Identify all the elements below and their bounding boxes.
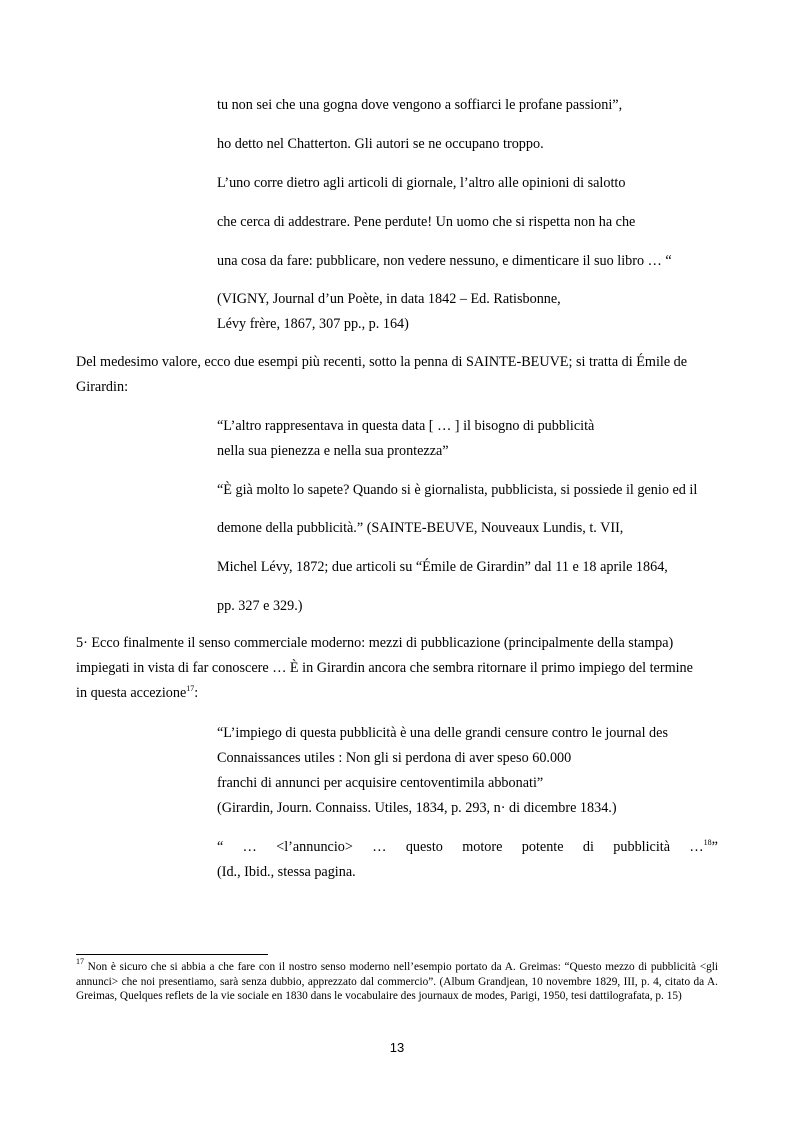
- para2-line2: impiegati in vista di far conoscere … È in Girardin ancora che sembra ritornare il primo impiego del termine: [76, 660, 693, 676]
- q3-w5: motore: [462, 839, 503, 855]
- q3-w1: …: [242, 839, 257, 855]
- para1-line1: Del medesimo valore, ecco due esempi più recenti, sotto la penna di SAINTE-BEUVE; si tratta di Émile de: [76, 354, 688, 370]
- quote1-line5: una cosa da fare: pubblicare, non vedere nessuno, e dimenticare il suo libro … “: [217, 253, 672, 269]
- quote3-line6: (Id., Ibid., stessa pagina.: [217, 864, 356, 880]
- quote2-line6: pp. 327 e 329.): [217, 598, 303, 614]
- quote1-source2: Lévy frère, 1867, 307 pp., p. 164): [217, 316, 409, 332]
- quote3-line1: “L’impiego di questa pubblicità è una delle grandi censure contro le journal des: [217, 725, 668, 741]
- quote3-line3: franchi di annunci per acquisire centoventimila abbonati”: [217, 775, 544, 791]
- q3-w2: <l’annuncio>: [276, 839, 353, 855]
- q3-w9: …: [689, 839, 704, 855]
- page-number: 13: [389, 1040, 405, 1055]
- q3-close: ”: [711, 839, 718, 855]
- quote2-line5: Michel Lévy, 1872; due articoli su “Émile de Girardin” dal 11 e 18 aprile 1864,: [217, 559, 668, 575]
- footnote-ref-17[interactable]: 17: [186, 684, 195, 693]
- quote1-line1: tu non sei che una gogna dove vengono a soffiarci le profane passioni”,: [217, 97, 623, 113]
- quote1-line2: ho detto nel Chatterton. Gli autori se ne occupano troppo.: [217, 136, 544, 152]
- q3-w9-with-ref: [689, 838, 718, 856]
- footnote-rule: [76, 954, 268, 955]
- q3-w6: potente: [521, 839, 564, 855]
- q3-w4: questo: [405, 839, 443, 855]
- quote2-line1: “L’altro rappresentava in questa data [ … ] il bisogno di pubblicità: [217, 418, 595, 434]
- footnote-number: 17: [76, 957, 84, 966]
- q3-w0: “: [217, 839, 224, 855]
- quote3-line2: Connaissances utiles : Non gli si perdona di aver speso 60.000: [217, 750, 572, 766]
- footnote-ref-18[interactable]: 18: [703, 838, 712, 847]
- quote3-line5: [217, 838, 718, 856]
- q3-w8: pubblicità: [613, 839, 671, 855]
- quote2-line4: demone della pubblicità.” (SAINTE-BEUVE, Nouveaux Lundis, t. VII,: [217, 520, 624, 536]
- para1-line2: Girardin:: [76, 379, 129, 395]
- para2-line1: 5· Ecco finalmente il senso commerciale moderno: mezzi di pubblicazione (principalmente della stampa): [76, 635, 674, 651]
- quote2-line2: nella sua pienezza e nella sua prontezza”: [217, 443, 449, 459]
- footnote-text: Non è sicuro che si abbia a che fare con il nostro senso moderno nell’esempio portato da A. Greimas: “Questo mezzo di pubblicità <gli annunci> che noi presentiamo, sarà senza dubbio, apprezzato dal commercio”. (Album Grandjean, 10 novembre 1829, III, p. 4, citato da A. Greimas, Quelques reflets de la vie sociale en 1830 dans le vocabulaire des journaux de modes, Parigi, 1950, tesi dattilografata, p. 15): [76, 961, 718, 1002]
- quote1-source1: (VIGNY, Journal d’un Poète, in data 1842 – Ed. Ratisbonne,: [217, 291, 561, 307]
- q3-w3: …: [372, 839, 387, 855]
- quote1-line4: che cerca di addestrare. Pene perdute! Un uomo che si rispetta non ha che: [217, 214, 636, 230]
- footnote-17: [76, 957, 718, 1004]
- para2-line3-end: :: [194, 685, 199, 701]
- quote1-line3: L’uno corre dietro agli articoli di giornale, l’altro alle opinioni di salotto: [217, 175, 626, 191]
- para2-line3: [76, 684, 198, 702]
- q3-w7: di: [582, 839, 594, 855]
- para2-line3-text: in questa accezione: [76, 685, 187, 701]
- quote2-line3: “È già molto lo sapete? Quando si è giornalista, pubblicista, si possiede il genio ed il: [217, 482, 698, 498]
- quote3-line4: (Girardin, Journ. Connaiss. Utiles, 1834, p. 293, n· di dicembre 1834.): [217, 800, 617, 816]
